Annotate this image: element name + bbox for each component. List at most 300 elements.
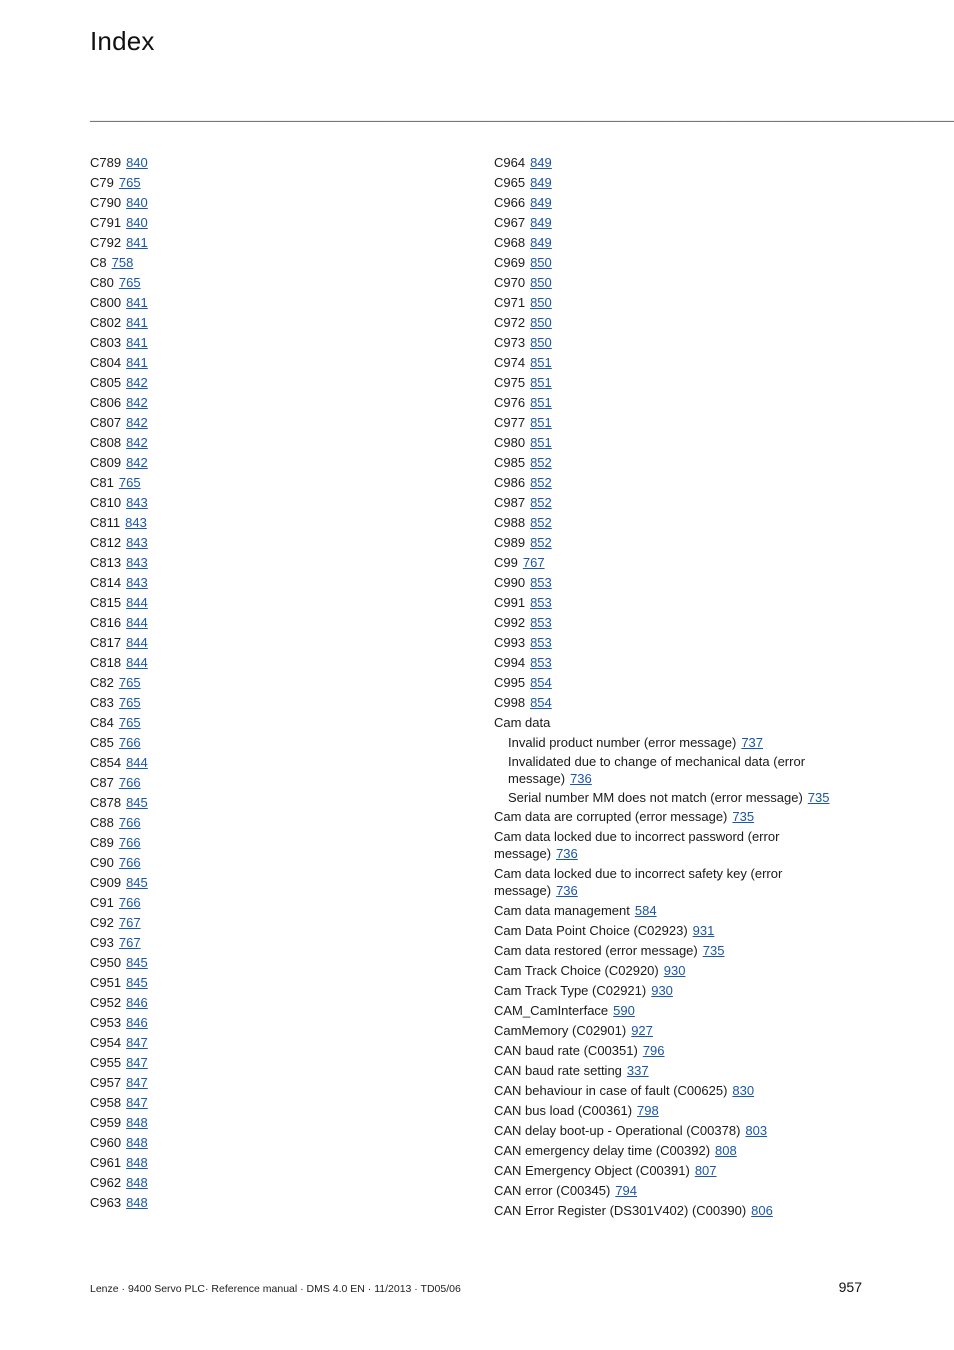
page-reference-link[interactable]: 847 xyxy=(126,1035,148,1050)
index-term: C80 xyxy=(90,275,114,290)
index-term: C813 xyxy=(90,555,122,570)
page-reference-link[interactable]: 808 xyxy=(715,1143,737,1158)
index-entry xyxy=(494,494,859,511)
page-reference-link[interactable]: 846 xyxy=(126,995,148,1010)
page-number: 957 xyxy=(838,1279,862,1295)
index-entry xyxy=(494,1122,859,1139)
page-reference-link[interactable]: 766 xyxy=(118,855,141,870)
index-term: C99 xyxy=(494,555,518,570)
index-term: C815 xyxy=(90,595,122,610)
page-reference-link[interactable]: 803 xyxy=(745,1123,768,1138)
page-reference-link[interactable]: 842 xyxy=(126,395,148,410)
index-term: Cam data are corrupted (error message) xyxy=(494,809,728,824)
index-entry xyxy=(90,354,470,371)
index-entry xyxy=(494,962,859,979)
page-reference-link[interactable]: 735 xyxy=(702,943,725,958)
index-entry xyxy=(494,1162,859,1179)
index-entry xyxy=(90,934,470,951)
index-entry xyxy=(90,474,470,491)
page-reference-link[interactable]: 758 xyxy=(111,255,134,270)
index-entry xyxy=(90,394,470,411)
index-term: C814 xyxy=(90,575,122,590)
index-term: C90 xyxy=(90,855,114,870)
page-reference-link[interactable]: 847 xyxy=(126,1095,148,1110)
page-reference-link[interactable]: 927 xyxy=(631,1023,653,1038)
index-term: C84 xyxy=(90,715,114,730)
index-term: C81 xyxy=(90,475,114,490)
index-entry xyxy=(90,334,470,351)
page-reference-link[interactable]: 844 xyxy=(126,755,148,770)
index-term: C992 xyxy=(494,615,526,630)
index-entry xyxy=(90,294,470,311)
page-reference-link[interactable]: 843 xyxy=(126,555,148,570)
index-entry xyxy=(494,1042,859,1059)
index-entry xyxy=(494,414,859,431)
index-entry xyxy=(494,314,859,331)
index-entry xyxy=(90,1014,470,1031)
index-term: C993 xyxy=(494,635,526,650)
index-entry xyxy=(90,754,470,771)
page-reference-link[interactable]: 767 xyxy=(522,555,545,570)
page-reference-link[interactable]: 853 xyxy=(530,615,552,630)
index-entry xyxy=(90,194,470,211)
index-entry xyxy=(494,294,859,311)
page-reference-link[interactable]: 848 xyxy=(126,1115,148,1130)
index-entry xyxy=(494,354,859,371)
index-term: C854 xyxy=(90,755,122,770)
page-reference-link[interactable]: 850 xyxy=(530,295,552,310)
index-column-right xyxy=(494,154,859,1222)
index-entry xyxy=(90,794,470,811)
index-term: Serial number MM does not match (error message) xyxy=(508,790,803,805)
page-reference-link[interactable]: 798 xyxy=(637,1103,659,1118)
page-reference-link[interactable]: 337 xyxy=(626,1063,649,1078)
index-term: C955 xyxy=(90,1055,122,1070)
page-reference-link[interactable]: 842 xyxy=(126,375,148,390)
index-term: CAN bus load (C00361) xyxy=(494,1103,633,1118)
page-reference-link[interactable]: 850 xyxy=(530,335,552,350)
index-entry xyxy=(90,254,470,271)
page-reference-link[interactable]: 765 xyxy=(118,175,141,190)
index-entry xyxy=(90,214,470,231)
index-entry xyxy=(494,334,859,351)
page-reference-link[interactable]: 853 xyxy=(530,635,552,650)
index-term: C961 xyxy=(90,1155,122,1170)
index-entry xyxy=(90,774,470,791)
index-term: C965 xyxy=(494,175,526,190)
index-term: C989 xyxy=(494,535,526,550)
index-entry xyxy=(90,634,470,651)
page-reference-link[interactable]: 848 xyxy=(126,1175,148,1190)
page-reference-link[interactable]: 765 xyxy=(118,715,141,730)
page-reference-link[interactable]: 806 xyxy=(751,1203,773,1218)
index-term: C811 xyxy=(90,515,121,530)
index-entry xyxy=(90,834,470,851)
index-entry xyxy=(90,694,470,711)
index-entry xyxy=(494,434,859,451)
index-entry xyxy=(494,394,859,411)
index-entry xyxy=(90,434,470,451)
index-entry xyxy=(494,234,859,251)
index-entry xyxy=(90,1054,470,1071)
index-entry xyxy=(90,454,470,471)
index-subentry xyxy=(494,789,859,806)
page-reference-link[interactable]: 851 xyxy=(530,435,552,450)
index-term: C966 xyxy=(494,195,526,210)
index-term: C807 xyxy=(90,415,122,430)
page-reference-link[interactable]: 584 xyxy=(634,903,657,918)
page-reference-link[interactable]: 848 xyxy=(126,1155,148,1170)
index-entry xyxy=(494,174,859,191)
index-term: C91 xyxy=(90,895,114,910)
page-reference-link[interactable]: 844 xyxy=(126,615,148,630)
index-entry xyxy=(90,914,470,931)
page-reference-link[interactable]: 850 xyxy=(530,275,552,290)
index-entry xyxy=(494,474,859,491)
index-term: C991 xyxy=(494,595,526,610)
index-term: CAN behaviour in case of fault (C00625) xyxy=(494,1083,728,1098)
page-reference-link[interactable]: 843 xyxy=(126,535,148,550)
index-term: C789 xyxy=(90,155,122,170)
index-entry xyxy=(90,274,470,291)
index-term: CAN baud rate setting xyxy=(494,1063,622,1078)
page-reference-link[interactable]: 853 xyxy=(530,595,552,610)
page-reference-link[interactable]: 852 xyxy=(530,475,552,490)
index-entry xyxy=(90,734,470,751)
page-reference-link[interactable]: 930 xyxy=(663,963,686,978)
page-reference-link[interactable]: 765 xyxy=(118,695,141,710)
index-term: Cam data locked due to incorrect safety key (error message) xyxy=(494,866,783,898)
index-term: C909 xyxy=(90,875,122,890)
page-reference-link[interactable]: 854 xyxy=(530,695,552,710)
index-entry xyxy=(90,674,470,691)
index-entry xyxy=(494,154,859,171)
index-entry xyxy=(494,1142,859,1159)
page-reference-link[interactable]: 849 xyxy=(530,195,552,210)
page-reference-link[interactable]: 852 xyxy=(530,455,552,470)
page-reference-link[interactable]: 845 xyxy=(126,875,148,890)
index-entry xyxy=(494,1022,859,1039)
index-term: C969 xyxy=(494,255,526,270)
index-entry xyxy=(90,594,470,611)
index-term: C808 xyxy=(90,435,122,450)
index-term: C951 xyxy=(90,975,122,990)
index-entry xyxy=(90,614,470,631)
index-term: C88 xyxy=(90,815,114,830)
index-entry xyxy=(90,174,470,191)
index-entry xyxy=(494,254,859,271)
page-title: Index xyxy=(90,26,155,56)
page-reference-link[interactable]: 767 xyxy=(118,915,141,930)
index-term: C79 xyxy=(90,175,114,190)
index-term: C952 xyxy=(90,995,122,1010)
index-term: C954 xyxy=(90,1035,122,1050)
page-reference-link[interactable]: 851 xyxy=(530,395,552,410)
index-term: C980 xyxy=(494,435,526,450)
page-reference-link[interactable]: 853 xyxy=(530,575,552,590)
index-term: C803 xyxy=(90,335,122,350)
index-term: C977 xyxy=(494,415,526,430)
page-reference-link[interactable]: 841 xyxy=(126,235,148,250)
index-term: C805 xyxy=(90,375,122,390)
page-reference-link[interactable]: 848 xyxy=(126,1195,148,1210)
index-entry xyxy=(90,1154,470,1171)
page-reference-link[interactable]: 852 xyxy=(530,535,552,550)
page-reference-link[interactable]: 841 xyxy=(126,315,148,330)
index-entry xyxy=(90,494,470,511)
index-term: Cam data restored (error message) xyxy=(494,943,698,958)
index-term: C968 xyxy=(494,235,526,250)
index-entry xyxy=(494,865,859,899)
index-term: C809 xyxy=(90,455,122,470)
index-entry xyxy=(90,234,470,251)
page-reference-link[interactable]: 850 xyxy=(530,315,552,330)
index-term: C974 xyxy=(494,355,526,370)
index-term: C976 xyxy=(494,395,526,410)
index-term: C818 xyxy=(90,655,122,670)
index-term: Cam Track Type (C02921) xyxy=(494,983,647,998)
page-reference-link[interactable]: 737 xyxy=(741,735,764,750)
index-entry xyxy=(90,1074,470,1091)
page-reference-link[interactable]: 853 xyxy=(530,655,552,670)
index-term: C962 xyxy=(90,1175,122,1190)
index-entry xyxy=(494,454,859,471)
index-entry xyxy=(90,894,470,911)
index-entry xyxy=(494,594,859,611)
index-term: Cam Track Choice (C02920) xyxy=(494,963,659,978)
index-column-left xyxy=(90,154,470,1214)
index-term: C792 xyxy=(90,235,122,250)
page-reference-link[interactable]: 849 xyxy=(530,215,552,230)
index-entry xyxy=(494,1202,859,1219)
page-reference-link[interactable]: 850 xyxy=(530,255,552,270)
index-term: C810 xyxy=(90,495,122,510)
page-reference-link[interactable]: 845 xyxy=(126,975,148,990)
index-entry xyxy=(90,994,470,1011)
page-reference-link[interactable]: 852 xyxy=(530,495,552,510)
page-reference-link[interactable]: 796 xyxy=(642,1043,665,1058)
index-entry xyxy=(494,654,859,671)
index-entry xyxy=(494,614,859,631)
page-reference-link[interactable]: 849 xyxy=(530,175,552,190)
footer-text: Lenze · 9400 Servo PLC· Reference manual · DMS 4.0 EN · 11/2013 · TD05/06 xyxy=(90,1283,461,1295)
index-term: C957 xyxy=(90,1075,122,1090)
index-term: C995 xyxy=(494,675,526,690)
page-reference-link[interactable]: 736 xyxy=(570,771,592,786)
page-reference-link[interactable]: 735 xyxy=(732,809,755,824)
page-reference-link[interactable]: 765 xyxy=(118,475,141,490)
index-term: C950 xyxy=(90,955,122,970)
index-term: CamMemory (C02901) xyxy=(494,1023,627,1038)
page-reference-link[interactable]: 842 xyxy=(126,455,148,470)
index-term: Cam data locked due to incorrect password (error message) xyxy=(494,829,780,861)
index-entry xyxy=(494,982,859,999)
index-entry xyxy=(90,1034,470,1051)
index-term: C986 xyxy=(494,475,526,490)
page-reference-link[interactable]: 794 xyxy=(615,1183,638,1198)
index-term: CAM_CamInterface xyxy=(494,1003,609,1018)
index-term: Cam Data Point Choice (C02923) xyxy=(494,923,688,938)
page-reference-link[interactable]: 845 xyxy=(126,955,148,970)
index-entry xyxy=(90,374,470,391)
page-reference-link[interactable]: 830 xyxy=(732,1083,755,1098)
index-entry xyxy=(494,374,859,391)
page-reference-link[interactable]: 849 xyxy=(530,155,552,170)
index-term: Invalid product number (error message) xyxy=(508,735,737,750)
page-reference-link[interactable]: 841 xyxy=(126,355,148,370)
index-entry xyxy=(494,534,859,551)
index-subentry xyxy=(494,753,859,787)
index-entry xyxy=(494,194,859,211)
index-term: CAN delay boot-up - Operational (C00378) xyxy=(494,1123,741,1138)
index-subentry xyxy=(494,734,859,751)
index-term: C83 xyxy=(90,695,114,710)
index-term: C990 xyxy=(494,575,526,590)
page-reference-link[interactable]: 840 xyxy=(126,155,148,170)
index-entry xyxy=(90,954,470,971)
index-entry xyxy=(90,1094,470,1111)
index-entry xyxy=(90,974,470,991)
index-entry xyxy=(494,1182,859,1199)
index-term: C816 xyxy=(90,615,122,630)
page-reference-link[interactable]: 844 xyxy=(126,595,148,610)
index-term: C973 xyxy=(494,335,526,350)
index-entry xyxy=(494,274,859,291)
index-entry xyxy=(494,1102,859,1119)
index-entry xyxy=(90,1194,470,1211)
index-term: C92 xyxy=(90,915,114,930)
index-term: CAN error (C00345) xyxy=(494,1183,611,1198)
index-term: C975 xyxy=(494,375,526,390)
index-entry xyxy=(494,1002,859,1019)
index-entry xyxy=(90,814,470,831)
page-reference-link[interactable]: 765 xyxy=(118,275,141,290)
index-term: C878 xyxy=(90,795,122,810)
index-term: C953 xyxy=(90,1015,122,1030)
index-term: C790 xyxy=(90,195,122,210)
index-entry xyxy=(90,874,470,891)
index-term: C998 xyxy=(494,695,526,710)
page-reference-link[interactable]: 840 xyxy=(126,215,148,230)
index-entry xyxy=(494,902,859,919)
index-entry xyxy=(494,214,859,231)
index-entry xyxy=(90,714,470,731)
index-entry xyxy=(90,554,470,571)
index-entry xyxy=(494,694,859,711)
index-term: Invalidated due to change of mechanical data (error message) xyxy=(508,754,806,786)
index-entry xyxy=(90,1174,470,1191)
page-reference-link[interactable]: 844 xyxy=(126,635,148,650)
page-reference-link[interactable]: 844 xyxy=(126,655,148,670)
page-reference-link[interactable]: 842 xyxy=(126,415,148,430)
index-term: C963 xyxy=(90,1195,122,1210)
index-entry xyxy=(494,714,859,731)
index-entry xyxy=(494,808,859,825)
page-reference-link[interactable]: 807 xyxy=(694,1163,717,1178)
page-reference-link[interactable]: 735 xyxy=(807,790,830,805)
index-term: C800 xyxy=(90,295,122,310)
page-reference-link[interactable]: 931 xyxy=(692,923,715,938)
index-term: Cam data management xyxy=(494,903,630,918)
index-entry xyxy=(494,554,859,571)
index-term: C8 xyxy=(90,255,107,270)
index-term: C960 xyxy=(90,1135,122,1150)
page-reference-link[interactable]: 765 xyxy=(118,675,141,690)
index-term: C817 xyxy=(90,635,122,650)
index-entry xyxy=(494,634,859,651)
page-reference-link[interactable]: 930 xyxy=(651,983,673,998)
page-reference-link[interactable]: 766 xyxy=(118,815,141,830)
index-entry xyxy=(90,854,470,871)
page-reference-link[interactable]: 766 xyxy=(118,835,141,850)
index-term: C959 xyxy=(90,1115,122,1130)
page-reference-link[interactable]: 852 xyxy=(530,515,552,530)
page-reference-link[interactable]: 843 xyxy=(126,495,148,510)
index-term: C791 xyxy=(90,215,122,230)
page-reference-link[interactable]: 847 xyxy=(126,1075,148,1090)
page-reference-link[interactable]: 766 xyxy=(118,775,141,790)
index-term: Cam data xyxy=(494,715,551,730)
index-entry xyxy=(494,574,859,591)
page-reference-link[interactable]: 736 xyxy=(556,883,578,898)
index-entry xyxy=(494,922,859,939)
index-term: C806 xyxy=(90,395,122,410)
index-entry xyxy=(494,1062,859,1079)
page-reference-link[interactable]: 851 xyxy=(530,375,552,390)
index-term: C804 xyxy=(90,355,122,370)
page-reference-link[interactable]: 848 xyxy=(126,1135,148,1150)
page-reference-link[interactable]: 845 xyxy=(126,795,148,810)
index-entry xyxy=(494,1082,859,1099)
index-term: C987 xyxy=(494,495,526,510)
page-reference-link[interactable]: 841 xyxy=(126,295,148,310)
index-entry xyxy=(90,534,470,551)
page-reference-link[interactable]: 854 xyxy=(530,675,552,690)
page-reference-link[interactable]: 841 xyxy=(126,335,148,350)
index-entry xyxy=(90,154,470,171)
page-reference-link[interactable]: 842 xyxy=(126,435,148,450)
index-term: C812 xyxy=(90,535,122,550)
header-rule: __________________________________________________________________________________________ xyxy=(90,107,954,125)
page-reference-link[interactable]: 846 xyxy=(126,1015,148,1030)
page-reference-link[interactable]: 843 xyxy=(126,575,148,590)
index-entry xyxy=(90,654,470,671)
index-entry xyxy=(90,1134,470,1151)
page-reference-link[interactable]: 736 xyxy=(556,846,578,861)
page-reference-link[interactable]: 766 xyxy=(118,735,141,750)
page-reference-link[interactable]: 590 xyxy=(613,1003,635,1018)
index-entry xyxy=(90,514,470,531)
index-entry xyxy=(90,1114,470,1131)
page-reference-link[interactable]: 767 xyxy=(118,935,141,950)
index-term: C971 xyxy=(494,295,526,310)
page-reference-link[interactable]: 851 xyxy=(530,355,552,370)
page-reference-link[interactable]: 849 xyxy=(530,235,552,250)
page-reference-link[interactable]: 851 xyxy=(530,415,552,430)
page-reference-link[interactable]: 843 xyxy=(125,515,147,530)
index-term: C93 xyxy=(90,935,114,950)
index-entry xyxy=(494,828,859,862)
page-reference-link[interactable]: 847 xyxy=(126,1055,148,1070)
index-entry xyxy=(90,574,470,591)
index-term: C988 xyxy=(494,515,526,530)
page-reference-link[interactable]: 766 xyxy=(118,895,141,910)
index-term: C964 xyxy=(494,155,526,170)
index-term: C802 xyxy=(90,315,122,330)
index-entry xyxy=(494,942,859,959)
page-reference-link[interactable]: 840 xyxy=(126,195,148,210)
index-term: C85 xyxy=(90,735,114,750)
